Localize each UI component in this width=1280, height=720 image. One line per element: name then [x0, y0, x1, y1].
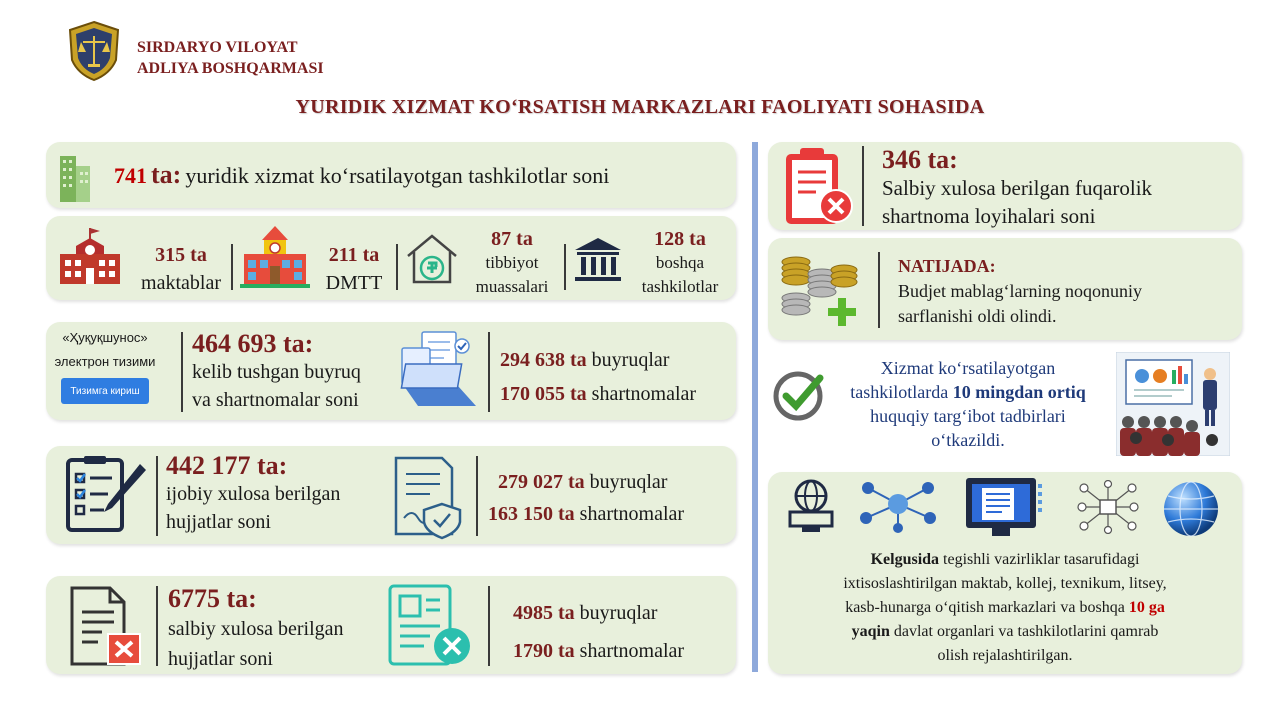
organization-name: SIRDARYO VILOYAT ADLIYA BOSHQARMASI	[137, 39, 324, 77]
clipboard-reject-icon	[782, 144, 856, 228]
presentation-audience-image	[1116, 352, 1230, 456]
column-divider	[752, 142, 758, 672]
monitor-document-icon	[962, 476, 1046, 538]
positive-stat: 442 177 ta: ijobiy xulosa berilgan hujjatlar soni	[166, 451, 341, 533]
computer-globe-icon	[788, 478, 834, 534]
buildings-icon	[58, 148, 92, 204]
document-shield-icon	[386, 452, 466, 540]
received-stat: 464 693 ta: kelib tushgan buyruq va shartnomalar soni	[192, 329, 361, 411]
schools-stat: 315 ta maktablar	[141, 244, 221, 294]
coins-plus-icon	[778, 244, 862, 336]
kindergartens-stat: 211 ta DMTT	[325, 244, 383, 294]
page-title: YURIDIK XIZMAT KO‘RSATISH MARKAZLARI FAOLIYATI SOHASIDA	[295, 96, 985, 118]
future-plans-text: Kelgusida tegishli vazirliklar tasarufidagi ixtisoslashtirilgan maktab, kollej, texnikum, litsey, kasb-hunarga o‘qitish markazlari va boshqa 10 ga yaqin davlat organlari va tashkilotlarini qamrab olish rejalashtirilgan.	[843, 551, 1167, 664]
medical-house-icon	[404, 232, 460, 286]
kindergarten-icon	[240, 222, 310, 290]
civil-contracts-stat: 346 ta: Salbiy xulosa berilgan fuqarolik shartnoma loyihalari soni	[882, 145, 1153, 228]
network-nodes-icon	[1076, 480, 1140, 534]
positive-breakdown: 279 027 ta buyruqlar 163 150 ta shartnomalar	[488, 471, 685, 525]
portal-title: «Ҳуқуқшунос» электрон тизими	[54, 330, 156, 369]
checklist-pen-icon	[62, 454, 148, 534]
network-people-icon	[856, 478, 940, 534]
result-text: NATIJADA: Budjet mablag‘larning noqonuniy sarflanishi oldi olindi.	[898, 256, 1142, 326]
institution-icon	[573, 236, 623, 286]
negative-breakdown: 4985 ta buyruqlar 1790 ta shartnomalar	[513, 602, 685, 662]
total-organizations-text: 741 ta: yuridik xizmat ko‘rsatilayotgan tashkilotlar soni	[114, 160, 610, 189]
other-orgs-stat: 128 ta boshqa tashkilotlar	[641, 228, 719, 296]
portal-login-button[interactable]: Тизимга кириш	[61, 378, 149, 404]
school-icon	[56, 226, 124, 288]
check-circle-icon	[772, 368, 828, 422]
events-text: Xizmat ko‘rsatilayotgan tashkilotlarda 10 mingdan ortiq huquqiy targ‘ibot tadbirlari o‘tkazildi.	[850, 358, 1086, 450]
emblem-logo	[66, 20, 122, 82]
received-breakdown: 294 638 ta buyruqlar 170 055 ta shartnomalar	[500, 349, 697, 405]
document-cancel-icon	[384, 582, 476, 672]
rejected-document-icon	[64, 584, 148, 668]
laptop-documents-icon	[392, 328, 484, 416]
globe-icon	[1162, 480, 1220, 538]
medical-stat: 87 ta tibbiyot muassalari	[475, 228, 549, 296]
negative-stat: 6775 ta: salbiy xulosa berilgan hujjatlar soni	[168, 584, 344, 670]
